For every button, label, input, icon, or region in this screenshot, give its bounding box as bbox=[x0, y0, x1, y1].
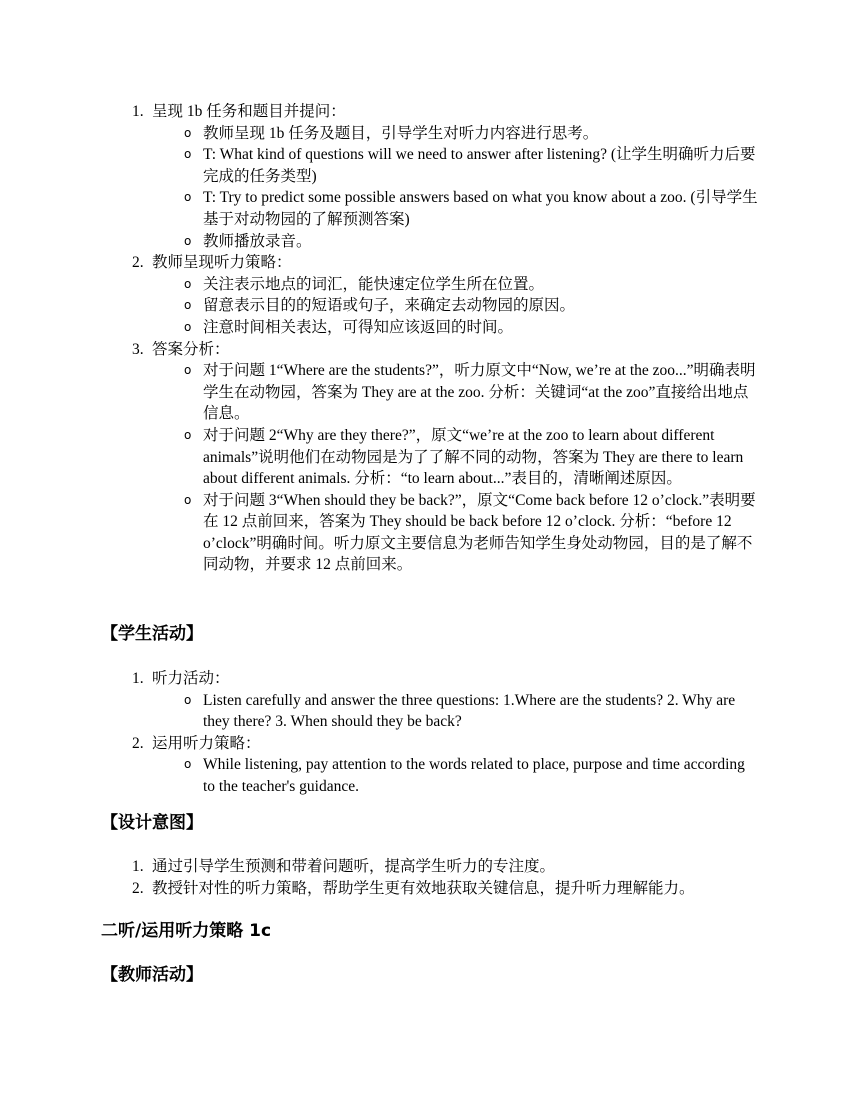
bullet-icon: o bbox=[184, 190, 192, 205]
item-number: 2. bbox=[132, 734, 144, 752]
item-label: 呈现 1b 任务和题目并提问： bbox=[152, 103, 346, 120]
bullet-text: While listening, pay attention to the words related to place, purpose and time according to the teacher's guidance. bbox=[203, 756, 745, 795]
item-label: 教师呈现听力策略： bbox=[152, 254, 292, 272]
sub-bullet bbox=[0, 187, 860, 230]
sub-bullet bbox=[0, 754, 860, 797]
item-number: 1. bbox=[132, 670, 144, 687]
bullet-text: Listen carefully and answer the three questions: 1.Where are the students? 2. Why are they there? 3. When should they be back? bbox=[203, 691, 736, 731]
item-label: 运用听力策略： bbox=[152, 734, 261, 752]
design-intent-list bbox=[0, 856, 860, 899]
bullet-icon: o bbox=[184, 233, 192, 248]
list-item bbox=[0, 668, 860, 690]
bullet-text: T: What kind of questions will we need to answer after listening? (让学生明确听力后要完成的任务类型) bbox=[203, 146, 756, 185]
bullet-text: 对于问题 1“Where are the students?”，听力原文中“Now, we’re at the zoo...”明确表明学生在动物园，答案为 They are at the zoo. 分析：关键词“at the zoo”直接给出地点信息。 bbox=[203, 362, 756, 423]
bullet-text: 对于问题 3“When should they be back?”，原文“Come back before 12 o’clock.”表明要在 12 点前回来，答案为 They should be back before 12 o’clock. 分析：“before 12 o’clock”明确时间。听力原文主要信息为老师告知学生身处动物园，目的是了解不同动物，并要求 12 点前回来。 bbox=[203, 491, 756, 574]
bullet-icon: o bbox=[184, 147, 192, 162]
bullet-text: 留意表示目的的短语或句子，来确定去动物园的原因。 bbox=[203, 297, 576, 315]
bullet-icon: o bbox=[184, 276, 192, 291]
part-heading: 二听/运用听力策略 1c bbox=[101, 921, 272, 941]
sub-bullet bbox=[0, 274, 860, 296]
item-label: 教授针对性的听力策略，帮助学生更有效地获取关键信息，提升听力理解能力。 bbox=[152, 879, 695, 897]
list-item bbox=[0, 252, 860, 274]
item-number: 1. bbox=[132, 103, 144, 120]
sub-bullet bbox=[0, 690, 860, 733]
bullet-text: 教师播放录音。 bbox=[203, 232, 312, 250]
bullet-icon: o bbox=[184, 363, 192, 378]
bullet-icon: o bbox=[184, 492, 192, 507]
list-item bbox=[0, 878, 860, 900]
teacher-activity-heading: 【教师活动】 bbox=[101, 965, 203, 985]
item-label: 通过引导学生预测和带着问题听，提高学生听力的专注度。 bbox=[152, 858, 556, 875]
sub-bullet bbox=[0, 123, 860, 145]
sub-bullet bbox=[0, 231, 860, 253]
bullet-text: T: Try to predict some possible answers based on what you know about a zoo. (引导学生基于对动物园的了解预测答案) bbox=[203, 189, 758, 228]
bullet-icon: o bbox=[184, 427, 192, 442]
student-activity-heading: 【学生活动】 bbox=[101, 624, 203, 644]
student-activity-list bbox=[0, 668, 860, 798]
list-item bbox=[0, 856, 860, 878]
sub-bullet bbox=[0, 317, 860, 339]
bullet-text: 教师呈现 1b 任务及题目，引导学生对听力内容进行思考。 bbox=[203, 124, 599, 142]
bullet-icon: o bbox=[184, 125, 192, 140]
sub-bullet bbox=[0, 425, 860, 490]
sub-bullet bbox=[0, 360, 860, 425]
bullet-icon: o bbox=[184, 298, 192, 313]
item-number: 1. bbox=[132, 858, 144, 875]
sub-bullet bbox=[0, 295, 860, 317]
list-item bbox=[0, 339, 860, 361]
bullet-icon: o bbox=[184, 692, 192, 707]
teacher-activity-list bbox=[0, 101, 860, 576]
item-number: 2. bbox=[132, 879, 144, 897]
sub-bullet bbox=[0, 144, 860, 187]
item-label: 听力活动： bbox=[152, 670, 230, 687]
bullet-icon: o bbox=[184, 319, 192, 334]
item-number: 3. bbox=[132, 340, 144, 358]
bullet-text: 注意时间相关表达，可得知应该返回的时间。 bbox=[203, 318, 514, 336]
sub-bullet bbox=[0, 490, 860, 576]
list-item bbox=[0, 101, 860, 123]
item-number: 2. bbox=[132, 254, 144, 272]
list-item bbox=[0, 733, 860, 755]
bullet-icon: o bbox=[184, 757, 192, 772]
bullet-text: 关注表示地点的词汇，能快速定位学生所在位置。 bbox=[203, 275, 545, 293]
bullet-text: 对于问题 2“Why are they there?”，原文“we’re at the zoo to learn about different animals”说明他们在动物园是为了了解不同的动物，答案为 They are there to learn about different animals. 分析：“to learn about...”表目的，清晰阐述原因。 bbox=[203, 426, 744, 488]
design-intent-heading: 【设计意图】 bbox=[101, 813, 203, 833]
item-label: 答案分析： bbox=[152, 340, 230, 358]
